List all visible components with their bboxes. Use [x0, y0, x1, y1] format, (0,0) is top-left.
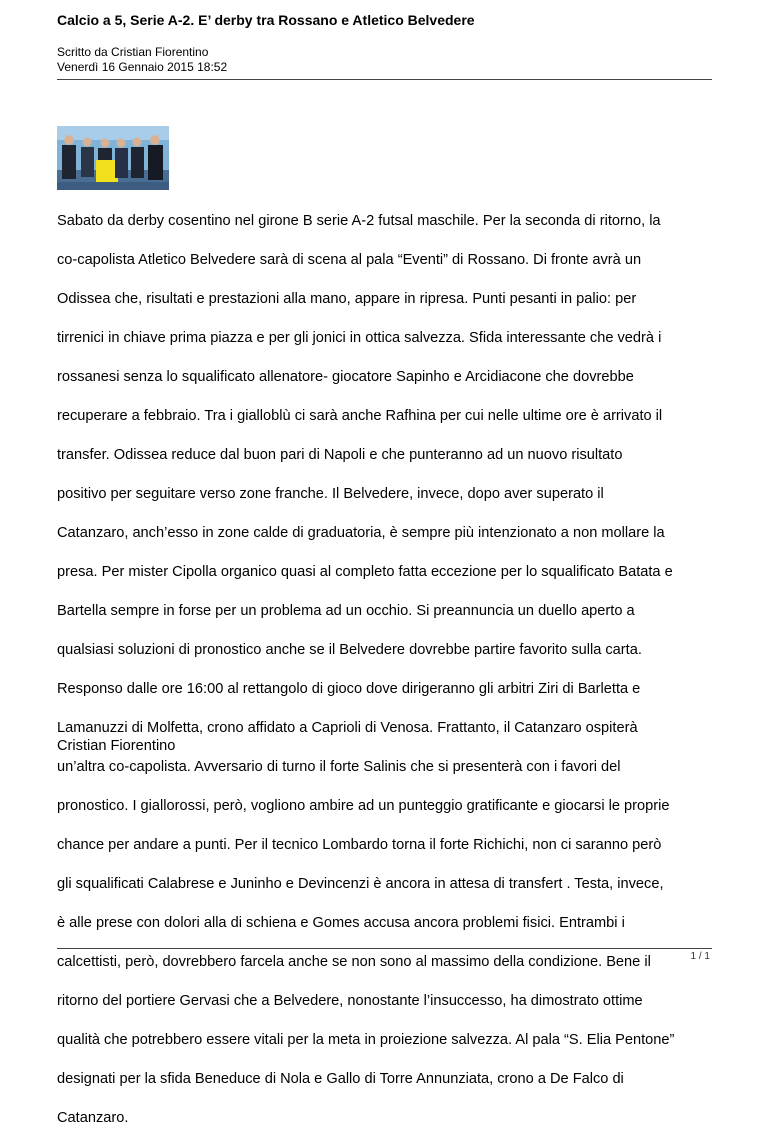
- page-number: 1 / 1: [690, 951, 710, 962]
- body-line: tirrenici in chiave prima piazza e per gli jonici in ottica salvezza. Sfida interessante che vedrà i: [57, 329, 662, 346]
- article-signature: Cristian Fiorentino: [57, 738, 176, 754]
- body-line: co-capolista Atletico Belvedere sarà di scena al pala “Eventi” di Rossano. Di fronte avrà un: [57, 251, 642, 268]
- body-line: Catanzaro, anch’esso in zone calde di graduatoria, è sempre più intenzionato a non mollare la: [57, 524, 665, 541]
- body-line: presa. Per mister Cipolla organico quasi al completo fatta eccezione per lo squalificato Batata e: [57, 563, 673, 580]
- body-line: ritorno del portiere Gervasi che a Belvedere, nonostante l’insuccesso, ha dimostrato ottime: [57, 992, 643, 1009]
- article-photo: [57, 126, 169, 190]
- footer-divider: [57, 948, 712, 949]
- body-line: positivo per seguitare verso zone franche. Il Belvedere, invece, dopo aver superato il: [57, 485, 604, 502]
- body-line: Lamanuzzi di Molfetta, crono affidato a Caprioli di Venosa. Frattanto, il Catanzaro ospiterà: [57, 719, 638, 736]
- body-line: è alle prese con dolori alla di schiena e Gomes accusa ancora problemi fisici. Entrambi i: [57, 914, 625, 931]
- body-line: Sabato da derby cosentino nel girone B serie A-2 futsal maschile. Per la seconda di ritorno, la: [57, 212, 661, 229]
- article-body: [57, 192, 717, 1148]
- body-line: pronostico. I giallorossi, però, vogliono ambire ad un punteggio gratificante e giocarsi le proprie: [57, 797, 670, 814]
- body-line: qualità che potrebbero essere vitali per la meta in proiezione salvezza. Al pala “S. Elia Pentone”: [57, 1031, 675, 1048]
- body-line: Responso dalle ore 16:00 al rettangolo di gioco dove dirigeranno gli arbitri Ziri di Barletta e: [57, 680, 641, 697]
- header-divider: [57, 79, 712, 80]
- body-line: rossanesi senza lo squalificato allenatore- giocatore Sapinho e Arcidiacone che dovrebbe: [57, 368, 634, 385]
- body-line: un’altra co-capolista. Avversario di turno il forte Salinis che si presenterà con i favori del: [57, 758, 621, 775]
- article-meta: [57, 45, 227, 75]
- body-line: designati per la sfida Beneduce di Nola e Gallo di Torre Annunziata, crono a De Falco di: [57, 1070, 624, 1087]
- body-line: Bartella sempre in forse per un problema ad un occhio. Si preannuncia un duello aperto a: [57, 602, 635, 619]
- body-line: gli squalificati Calabrese e Juninho e Devincenzi è ancora in attesa di transfert . Testa, invece,: [57, 875, 664, 892]
- body-line: qualsiasi soluzioni di pronostico anche se il Belvedere dovrebbe partire favorito sulla carta.: [57, 641, 642, 658]
- body-line: chance per andare a punti. Per il tecnico Lombardo torna il forte Richichi, non ci saranno però: [57, 836, 662, 853]
- date-line: Venerdì 16 Gennaio 2015 18:52: [57, 60, 228, 74]
- article-title: Calcio a 5, Serie A-2. E’ derby tra Rossano e Atletico Belvedere: [57, 12, 475, 28]
- author-line: Scritto da Cristian Fiorentino: [57, 45, 209, 59]
- body-line: Catanzaro.: [57, 1109, 129, 1126]
- team-photo-graphic: [57, 126, 169, 190]
- body-line: recuperare a febbraio. Tra i gialloblù ci sarà anche Rafhina per cui nelle ultime ore è arrivato il: [57, 407, 663, 424]
- body-line: transfer. Odissea reduce dal buon pari di Napoli e che punteranno ad un nuovo risultato: [57, 446, 623, 463]
- body-line: calcettisti, però, dovrebbero farcela anche se non sono al massimo della condizione. Bene il: [57, 953, 651, 970]
- body-line: Odissea che, risultati e prestazioni alla mano, appare in ripresa. Punti pesanti in palio: per: [57, 290, 637, 307]
